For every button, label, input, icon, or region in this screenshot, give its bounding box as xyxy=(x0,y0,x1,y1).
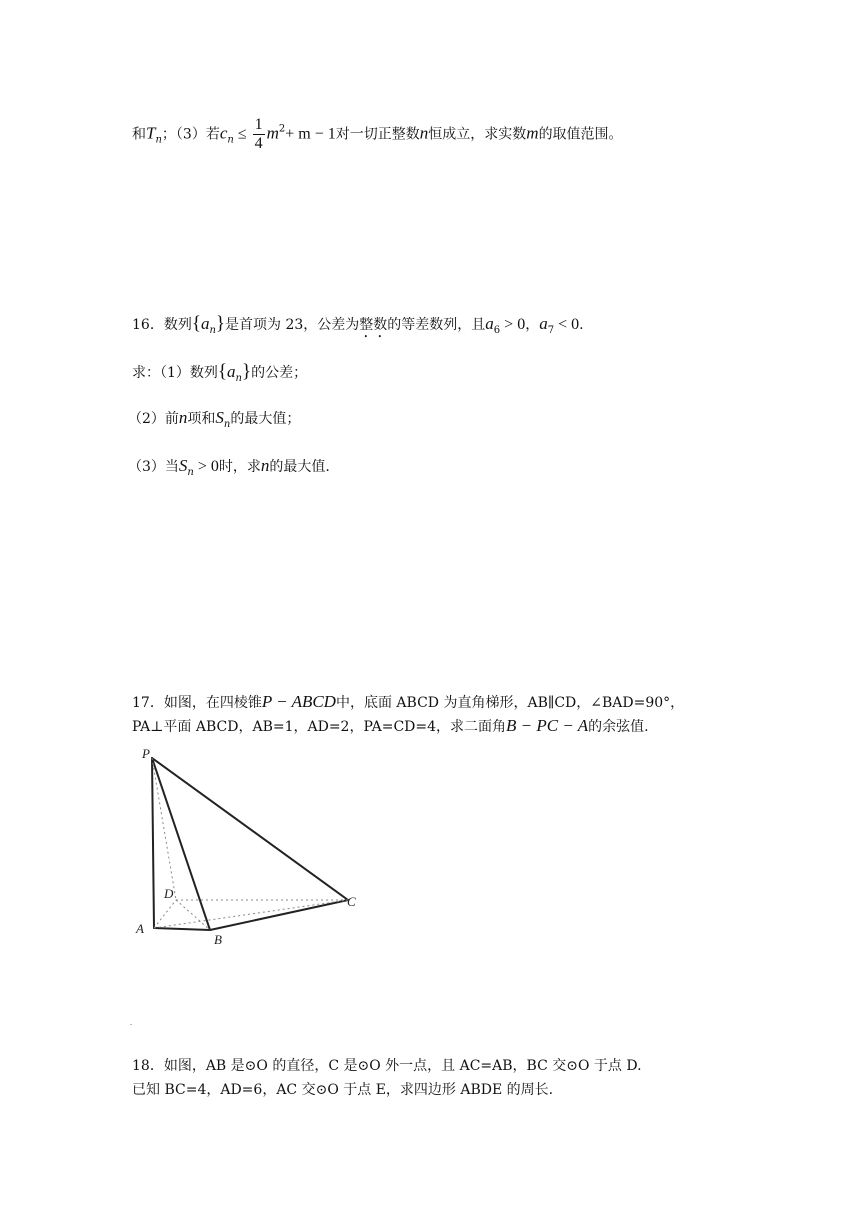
math-expr: > 0 xyxy=(193,458,219,475)
q16-text: （2）前 xyxy=(128,411,179,427)
q15-text: ；（3）若 xyxy=(161,126,220,143)
q16-text: 的最大值； xyxy=(230,411,301,427)
q16-text: 的最大值. xyxy=(269,459,330,475)
q15-text: 的取值范围。 xyxy=(538,126,623,143)
label-A: A xyxy=(136,921,144,936)
math-sub: n xyxy=(187,467,194,478)
math-sub: n xyxy=(155,134,162,146)
math-a: a xyxy=(539,314,548,333)
q16-line-3 xyxy=(128,408,300,435)
math-S: S xyxy=(215,408,224,427)
q16-text: 的公差； xyxy=(251,365,308,381)
q15-tail-line: 和$T_n$；（3）若$c_n$ ≤ $\frac{1}{4}$ $m^2+ m - 1$对一切正整数n恒成立，求实数m的取值范围。 xyxy=(132,116,623,152)
q15-text: 对一切正整数 xyxy=(335,126,420,143)
math-n: n xyxy=(178,408,188,427)
math-c: c xyxy=(219,123,228,143)
q17-line-2 xyxy=(132,716,649,737)
q16-text: 求：（1）数列 xyxy=(132,365,218,381)
edge-PA xyxy=(152,758,154,928)
q18-line-2: 已知 BC=4，AD=6，AC 交⊙O 于点 E，求四边形 ABDE 的周长. xyxy=(132,1082,554,1098)
math-pyramid: P − ABCD xyxy=(261,692,336,711)
math-m: m xyxy=(266,123,279,143)
q16-text: 的等差数列，且 xyxy=(387,317,486,333)
q15-text: 和 xyxy=(132,126,146,143)
edge-AC-hidden xyxy=(154,900,348,928)
punct: . xyxy=(579,317,584,333)
label-B: B xyxy=(214,932,222,947)
label-D: D xyxy=(164,886,174,901)
edge-PD-hidden xyxy=(152,758,176,900)
math-a: a xyxy=(200,314,210,333)
q16-number: 16．数列 xyxy=(132,317,192,333)
math-n: n xyxy=(419,123,429,143)
math-sub: n xyxy=(209,325,216,336)
q16-text: 项和 xyxy=(187,411,216,427)
edge-AB xyxy=(154,928,210,930)
q17-text: 中，底面 ABCD 为直角梯形，AB∥CD，∠BAD=90°， xyxy=(335,695,685,711)
punct: ， xyxy=(525,317,540,333)
math-sup: 2 xyxy=(278,123,286,135)
edge-AD-hidden xyxy=(154,900,176,928)
q17-text: PA⊥平面 ABCD，AB=1，AD=2，PA=CD=4，求二面角 xyxy=(132,719,507,735)
math-expr: < 0 xyxy=(554,316,580,333)
q17-text: 的余弦值. xyxy=(588,719,649,735)
math-a: a xyxy=(485,314,494,333)
math-n: n xyxy=(260,456,270,475)
label-C: C xyxy=(347,894,356,909)
math-sub: n xyxy=(227,134,234,146)
math-m: m xyxy=(526,123,539,143)
math-sub: n xyxy=(235,373,242,384)
q16-line-4 xyxy=(128,456,330,483)
math-T: T xyxy=(146,123,156,143)
math-expr: + m − 1 xyxy=(285,125,336,143)
math-sub: n xyxy=(223,419,231,430)
q16-text: 是首项为 23，公差为 xyxy=(225,317,360,333)
math-dihedral-angle: B − PC − A xyxy=(506,716,589,735)
edge-BC xyxy=(210,900,348,930)
q18-line-1: 18．如图，AB 是⊙O 的直径，C 是⊙O 外一点，且 AC=AB，BC 交⊙O 于点 D. xyxy=(132,1058,642,1074)
q17-line-1 xyxy=(132,692,684,713)
q16-text: （3）当 xyxy=(128,459,179,475)
q15-text: 恒成立，求实数 xyxy=(428,126,527,143)
math-a: a xyxy=(227,362,236,381)
q17-text: 17．如图，在四棱锥 xyxy=(132,695,262,711)
math-sub: 6 xyxy=(493,325,501,336)
q16-line-1: 16．数列$\{a_n\}$是首项为 23，公差为整数的等差数列，且$a_6 > 0$，$a_7 < 0$. xyxy=(132,313,584,336)
stray-mark xyxy=(130,1024,132,1025)
edge-PC xyxy=(152,758,348,900)
frac-numerator: 1 xyxy=(254,116,263,133)
fraction-one-quarter xyxy=(253,116,265,153)
math-sub: 7 xyxy=(547,325,555,336)
math-expr: > 0 xyxy=(500,316,526,333)
frac-denominator: 4 xyxy=(254,135,263,152)
math-S: S xyxy=(178,456,188,475)
label-P: P xyxy=(142,746,150,761)
q16-line-2: 求：（1）数列$\{a_n\}$的公差； xyxy=(132,361,308,384)
pyramid-figure xyxy=(130,746,370,951)
q16-text: 时，求 xyxy=(218,459,261,475)
emphasized-word: 整数 xyxy=(359,317,388,333)
